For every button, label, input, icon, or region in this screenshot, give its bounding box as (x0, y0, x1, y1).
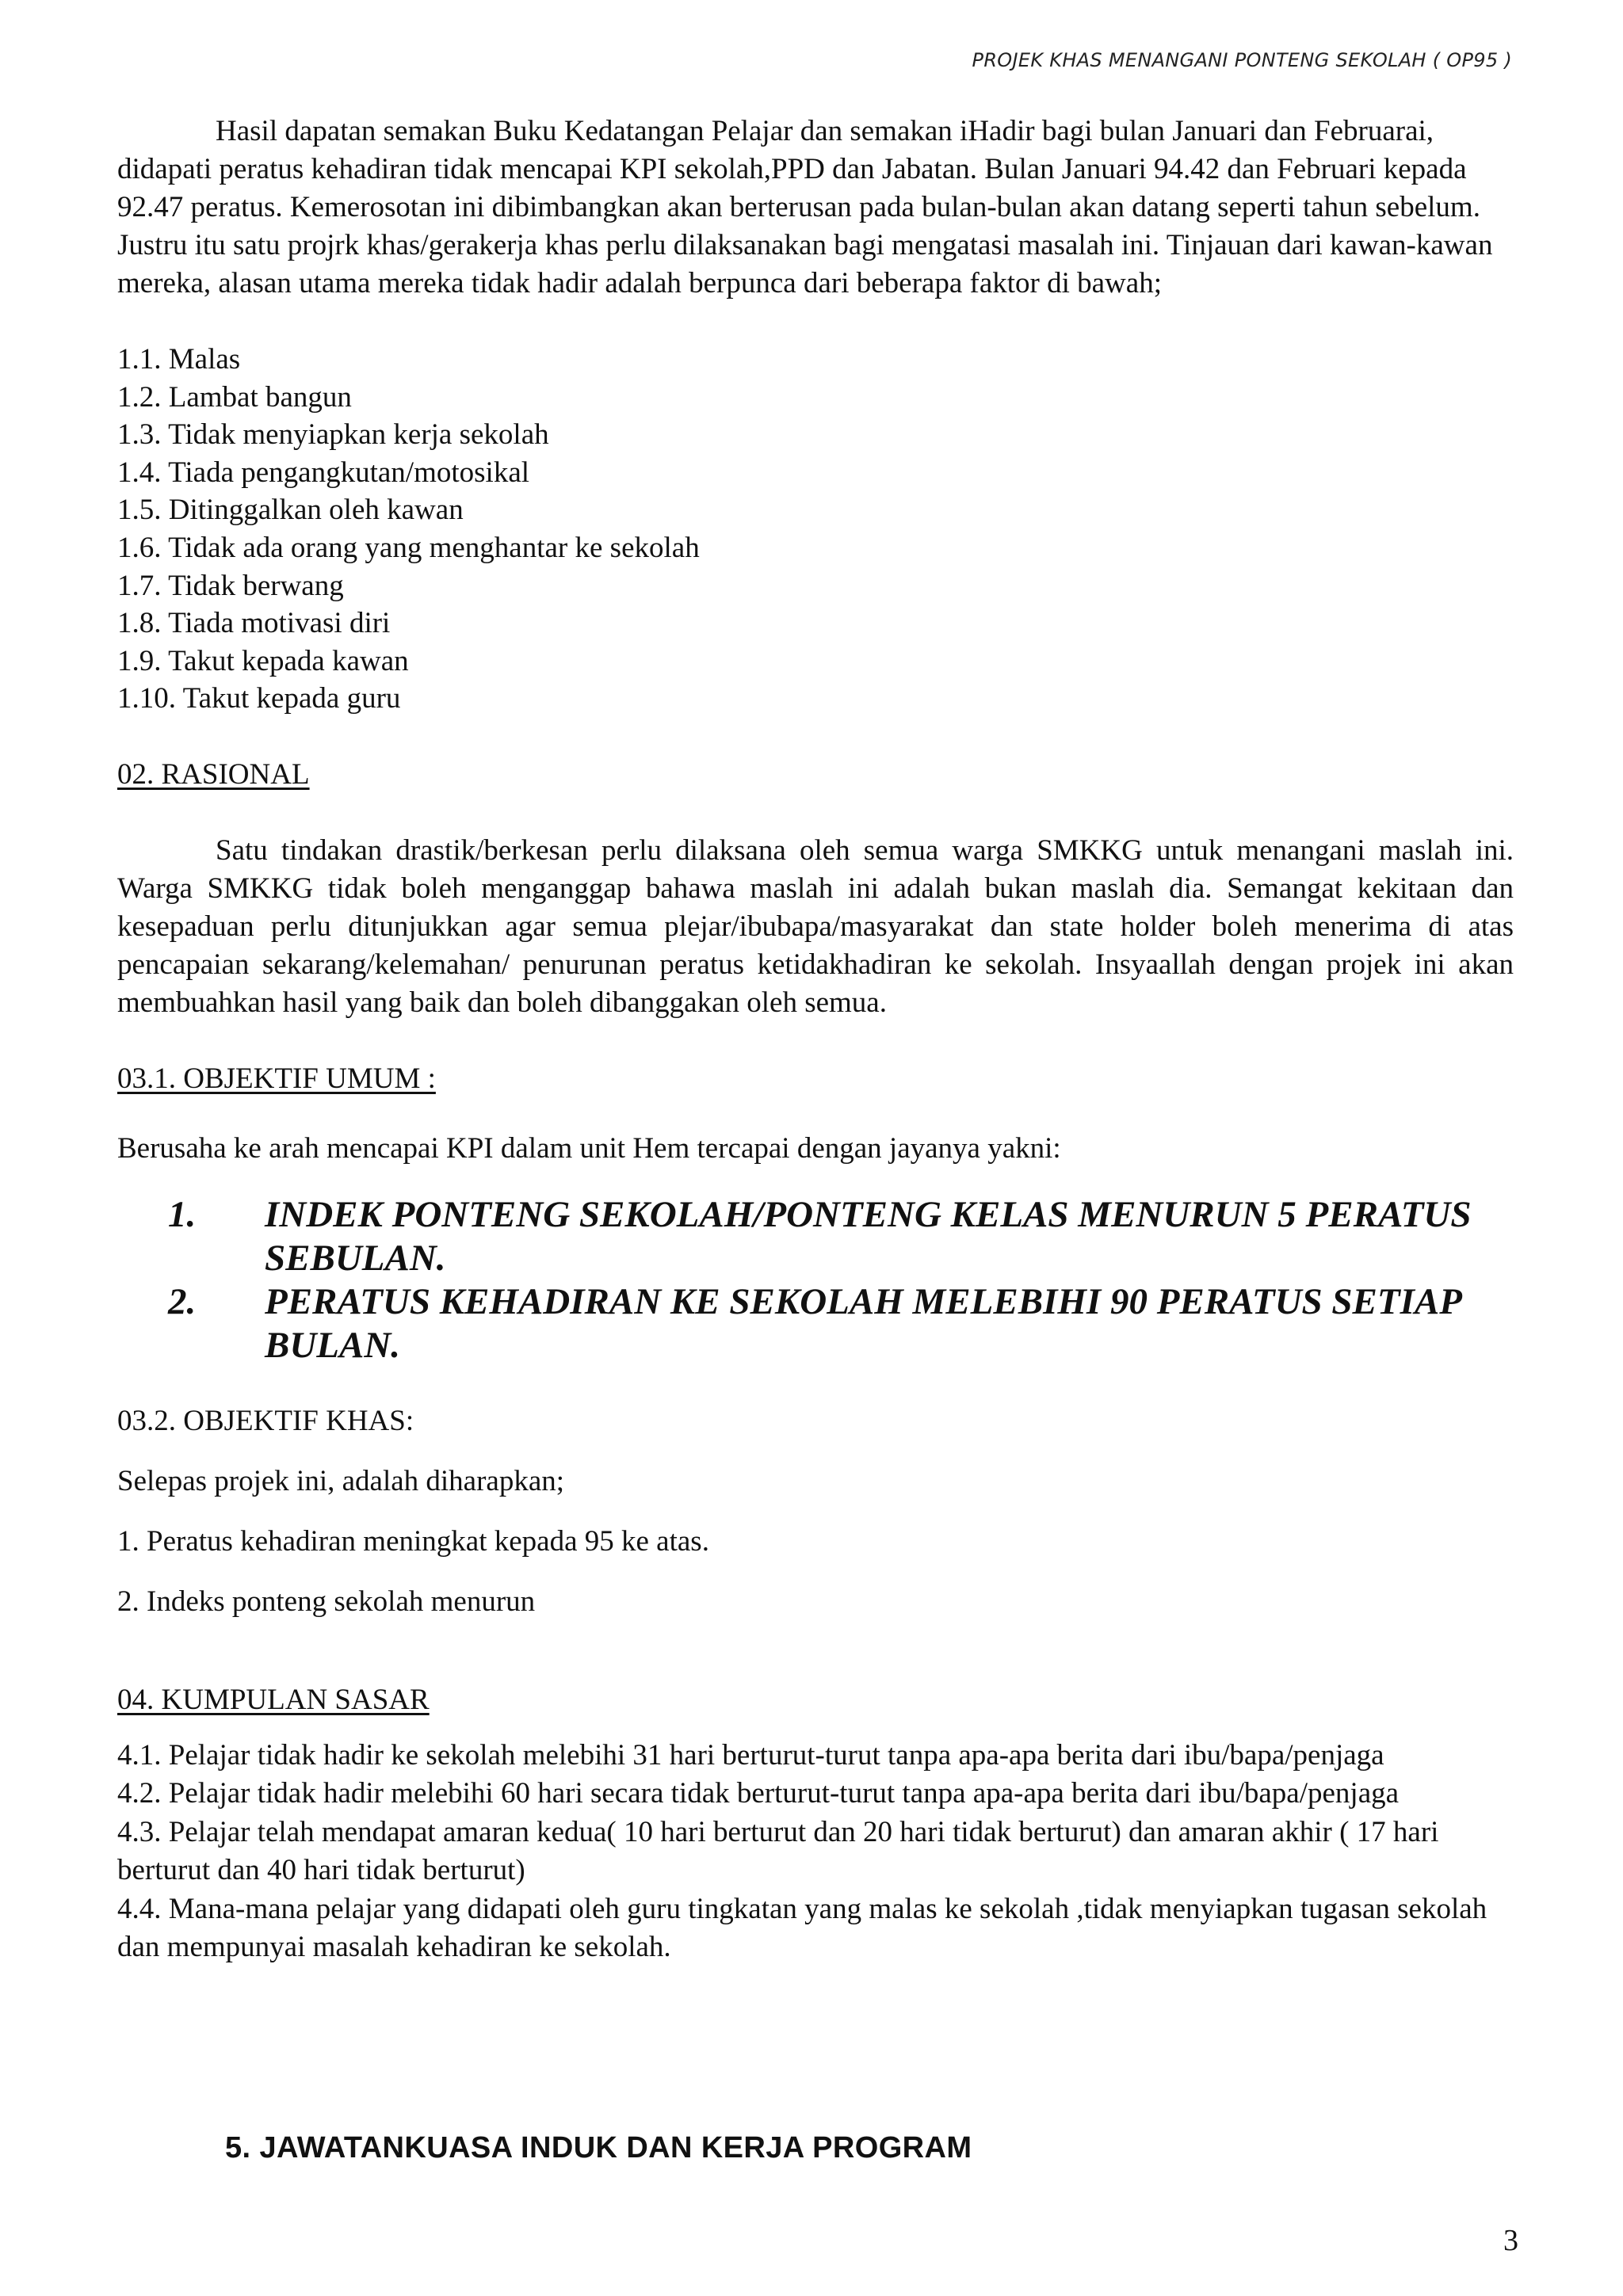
list-item: 1.7. Tidak berwang (117, 569, 344, 602)
kumpulan-sasar-heading: 04. KUMPULAN SASAR (117, 1683, 430, 1716)
absence-factor-list (117, 341, 1514, 718)
list-item: 1.3. Tidak menyiapkan kerja sekolah (117, 418, 549, 452)
item-number: 1. (168, 1193, 197, 1235)
item-text: INDEK PONTENG SEKOLAH/PONTENG KELAS MENURUN 5 PERATUS SEBULAN. (265, 1193, 1472, 1279)
objektif-umum-lead: Berusaha ke arah mencapai KPI dalam unit Hem tercapai dengan jayanya yakni: (117, 1131, 1061, 1165)
list-item: 1.2. Lambat bangun (117, 380, 352, 414)
intro-paragraph: Hasil dapatan semakan Buku Kedatangan Pelajar dan semakan iHadir bagi bulan Januari dan Februarai, didapati peratus kehadiran tidak mencapai KPI sekolah,PPD dan Jabatan. Bulan Januari 94.42 dan Februari kepada 92.47 peratus. Kemerosotan ini dibimbangkan akan berterusan pada bulan-bulan akan datang seperti tahun sebelum. Justru itu satu projrk khas/gerakerja khas perlu dilaksanakan bagi mengatasi masalah ini. Tinjauan dari kawan-kawan mereka, alasan utama mereka tidak hadir adalah berpunca dari beberapa faktor di bawah; (117, 115, 1493, 299)
list-item: 1.6. Tidak ada orang yang menghantar ke sekolah (117, 531, 700, 564)
list-item (117, 1280, 1514, 1367)
document-body (117, 113, 1514, 1967)
rasional-paragraph: Satu tindakan drastik/berkesan perlu dilaksana oleh semua warga SMKKG untuk menangani maslah ini. Warga SMKKG tidak boleh menganggap bahawa maslah ini adalah bukan maslah dia. Semangat kekitaan dan kesepaduan perlu ditunjukkan agar semua plejar/ibubapa/masyarakat dan state holder boleh menerima di atas pencapaian sekarang/kelemahan/ penurunan peratus ketidakhadiran ke sekolah. Insyaallah dengan projek ini akan membuahkan hasil yang baik dan boleh dibanggakan oleh semua. (117, 833, 1514, 1019)
list-item: 1.4. Tiada pengangkutan/motosikal (117, 456, 530, 489)
list-item: 2. Indeks ponteng sekolah menurun (117, 1585, 536, 1618)
page-number: 3 (1503, 2224, 1518, 2257)
objektif-umum-heading: 03.1. OBJEKTIF UMUM : (117, 1062, 436, 1095)
item-number: 2. (168, 1280, 197, 1322)
running-header: PROJEK KHAS MENANGANI PONTENG SEKOLAH ( OP95 ) (972, 49, 1512, 71)
list-item: 1.1. Malas (117, 343, 241, 376)
list-item: 1.5. Ditinggalkan oleh kawan (117, 494, 464, 527)
list-item: 1.8. Tiada motivasi diri (117, 607, 391, 640)
list-item: 1.10. Takut kepada guru (117, 682, 401, 715)
objektif-khas-heading: 03.2. OBJEKTIF KHAS: (117, 1404, 414, 1437)
rasional-heading: 02. RASIONAL (117, 757, 310, 791)
list-item (117, 1193, 1514, 1280)
list-item: 1. Peratus kehadiran meningkat kepada 95 ke atas. (117, 1524, 709, 1558)
item-text: PERATUS KEHADIRAN KE SEKOLAH MELEBIHI 90 PERATUS SETIAP BULAN. (265, 1280, 1461, 1366)
list-item: 1.9. Takut kepada kawan (117, 644, 409, 677)
list-item: 4.1. Pelajar tidak hadir ke sekolah melebihi 31 hari berturut-turut tanpa apa-apa berita dari ibu/bapa/penjaga (117, 1738, 1384, 1772)
committee-section-heading: 5. JAWATANKUASA INDUK DAN KERJA PROGRAM (225, 2131, 972, 2164)
list-item: 4.4. Mana-mana pelajar yang didapati oleh guru tingkatan yang malas ke sekolah ,tidak menyiapkan tugasan sekolah dan mempunyai masalah kehadiran ke sekolah. (117, 1892, 1487, 1964)
objektif-umum-list (117, 1193, 1514, 1367)
list-item: 4.2. Pelajar tidak hadir melebihi 60 hari secara tidak berturut-turut tanpa apa-apa berita dari ibu/bapa/penjaga (117, 1777, 1400, 1810)
list-item: 4.3. Pelajar telah mendapat amaran kedua( 10 hari berturut dan 20 hari tidak berturut) dan amaran akhir ( 17 hari berturut dan 40 hari tidak berturut) (117, 1815, 1439, 1887)
kumpulan-sasar-list (117, 1737, 1514, 1967)
objektif-khas-lead: Selepas projek ini, adalah diharapkan; (117, 1464, 565, 1497)
